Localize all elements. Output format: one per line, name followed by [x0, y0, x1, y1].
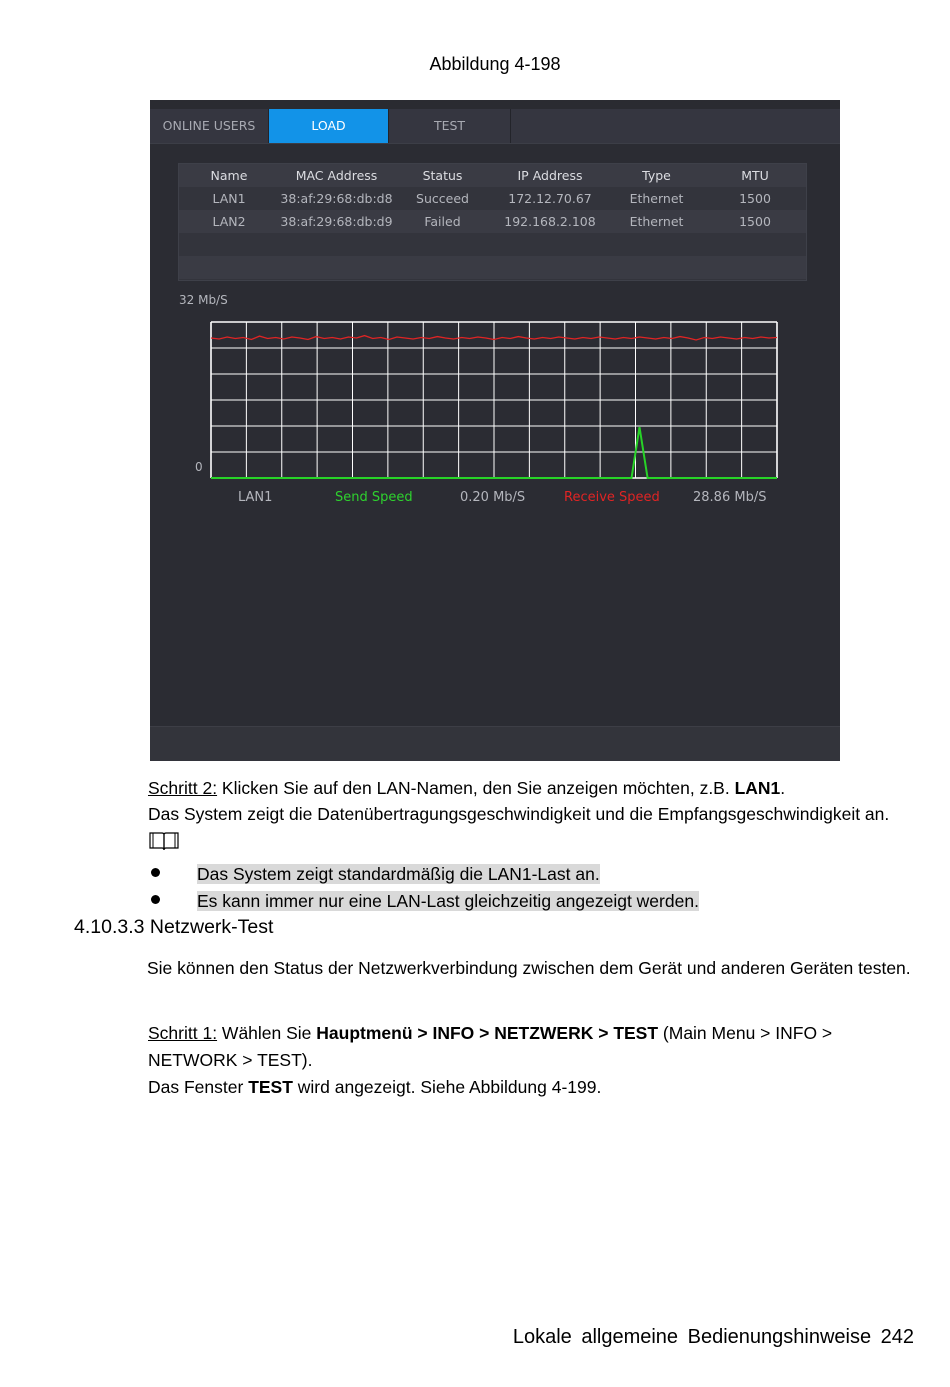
step1-line: [148, 1022, 832, 1044]
section-heading: 4.10.3.3 Netzwerk-Test: [74, 916, 274, 938]
cell-ip: 172.12.70.67: [508, 191, 592, 206]
cell-mac: 38:af:29:68:db:d9: [280, 214, 393, 229]
step2-end: .: [780, 778, 786, 798]
panel-bottom-bar: [150, 726, 840, 761]
intro-paragraph: Sie können den Status der Netzwerkverbindung zwischen dem Gerät und anderen Geräten testen.: [147, 958, 911, 978]
cell-name: LAN1: [212, 191, 246, 206]
cell-name: LAN2: [212, 214, 246, 229]
step2-label: Schritt 2:: [148, 778, 218, 798]
legend-interface[interactable]: LAN1: [238, 490, 273, 505]
step1-line-2: NETWORK > TEST).: [148, 1050, 313, 1070]
step1-path: Hauptmenü > INFO > NETZWERK > TEST: [316, 1023, 659, 1043]
table-header: [179, 164, 806, 187]
table-row[interactable]: [179, 210, 806, 233]
legend-receive-value: 28.86 Mb/S: [693, 490, 767, 505]
table-empty-row: [179, 256, 806, 279]
tab-bar: [150, 109, 840, 144]
y-axis-zero-label: 0: [195, 460, 203, 474]
page-footer: Lokale allgemeine Bedienungshinweise 242: [512, 1326, 914, 1348]
header-status: Status: [422, 168, 463, 183]
table-row[interactable]: [179, 187, 806, 210]
tab-load[interactable]: LOAD: [269, 109, 389, 143]
header-mtu: MTU: [741, 168, 769, 183]
network-table: [178, 163, 807, 281]
legend-send-value: 0.20 Mb/S: [460, 490, 526, 505]
cell-status: Failed: [424, 214, 461, 229]
cell-type: Ethernet: [629, 191, 684, 206]
header-name: Name: [210, 168, 248, 183]
cell-ip: 192.168.2.108: [504, 214, 596, 229]
step2-text: Klicken Sie auf den LAN-Namen, den Sie anzeigen möchten, z.B.: [217, 778, 735, 798]
step1-text: Wählen Sie: [217, 1023, 317, 1043]
note-text: Das System zeigt standardmäßig die LAN1-Last an.: [197, 864, 600, 884]
figure-caption: Abbildung 4-198: [429, 54, 561, 74]
cell-mtu: 1500: [739, 214, 771, 229]
note-book-icon: [148, 830, 180, 852]
table-empty-row: [179, 233, 806, 256]
header-mac: MAC Address: [295, 168, 378, 183]
result-bold: TEST: [248, 1077, 293, 1097]
bullet-dot: [151, 895, 160, 904]
note-text: Es kann immer nur eine LAN-Last gleichzeitig angezeigt werden.: [197, 891, 699, 911]
header-ip: IP Address: [517, 168, 583, 183]
cell-mtu: 1500: [739, 191, 771, 206]
chart-grid: [211, 322, 777, 478]
bullet-dot: [151, 868, 160, 877]
cell-mac: 38:af:29:68:db:d8: [280, 191, 393, 206]
load-screenshot: [150, 100, 840, 760]
step2-result: Das System zeigt die Datenübertragungsgeschwindigkeit und die Empfangsgeschwindigkeit an.: [148, 804, 890, 824]
step2-bold: LAN1: [734, 778, 781, 798]
tab-online-users[interactable]: ONLINE USERS: [150, 109, 269, 143]
result-line: [148, 1076, 601, 1098]
result-text: Das Fenster: [148, 1077, 249, 1097]
y-axis-max-label: 32 Mb/S: [179, 293, 228, 307]
note-item: [197, 890, 699, 912]
top-strip: [150, 100, 840, 109]
tab-test[interactable]: TEST: [389, 109, 511, 143]
cell-status: Succeed: [416, 191, 469, 206]
step2-line: [148, 777, 785, 799]
step1-label: Schritt 1:: [148, 1023, 218, 1043]
header-type: Type: [642, 168, 671, 183]
load-chart: [210, 320, 778, 480]
legend-receive-label: Receive Speed: [564, 490, 660, 505]
cell-type: Ethernet: [629, 214, 684, 229]
result-text-2: wird angezeigt. Siehe Abbildung 4-199.: [292, 1077, 602, 1097]
step1-text-2: (Main Menu > INFO >: [658, 1023, 833, 1043]
legend-send-label: Send Speed: [335, 490, 413, 505]
note-item: [197, 863, 600, 885]
